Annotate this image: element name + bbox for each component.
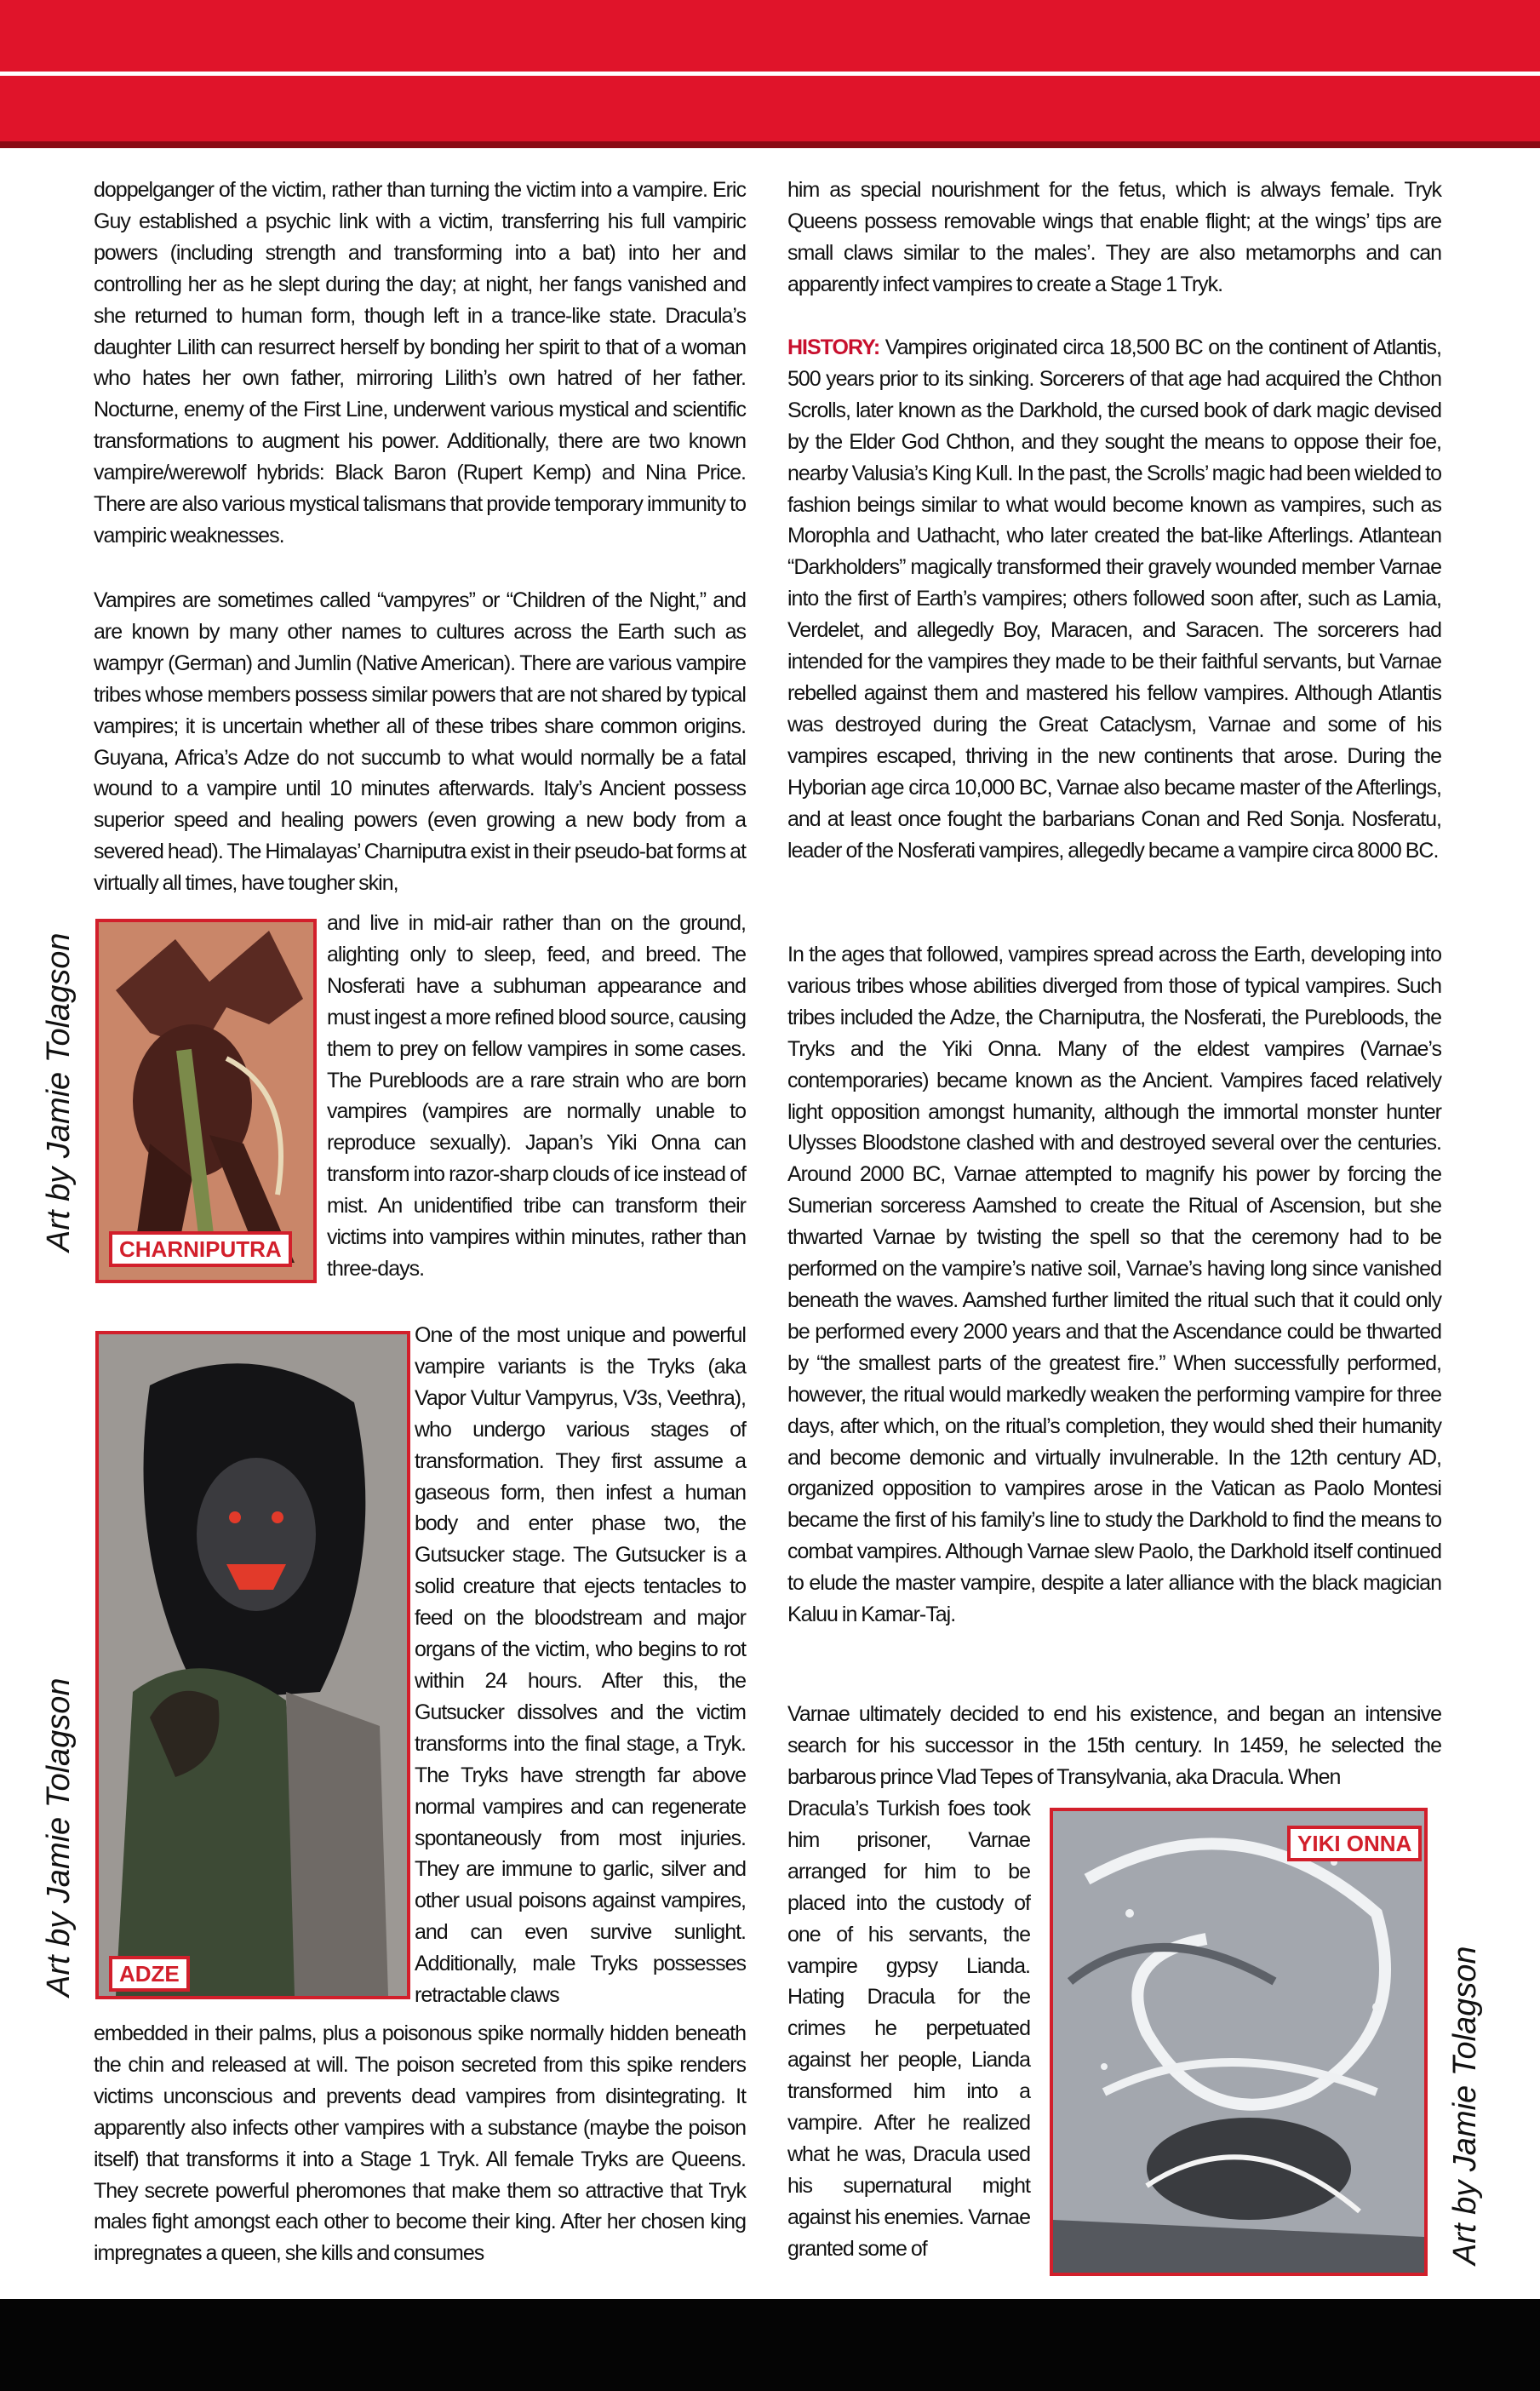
right-paragraph-1: him as special nourishment for the fetus, which is always female. Tryk Queens possess removable wings that enable flight; at the wings’ tips are small claws similar to the males’. They are also metamorphs and can apparently infect vampires to create a Stage 1 Tryk. <box>787 178 1441 296</box>
header-band <box>0 0 1540 141</box>
left-paragraph-3: embedded in their palms, plus a poisonous spike normally hidden beneath the chin and released at will. The poison secreted from this spike renders victims unconscious and prevents dead vampires from disintegrating. It apparently also infects other vampires with a substance (maybe the poison itself) that transforms it into a Stage 1 Tryk. All female Tryks are Queens. They secrete powerful pheromones that make them so attractive that Tryk males fight amongst each other to become their king. After her chosen king impregnates a queen, she kills and consumes <box>94 2021 746 2266</box>
history-label: HISTORY: <box>787 335 880 359</box>
charniputra-illustration <box>95 919 317 1283</box>
right-paragraph-3: In the ages that followed, vampires spread across the Earth, developing into various tribes whose abilities diverged from those of typical vampires. Such tribes included the Adze, the Charniputra, the Nosferati, the Purebloods, the Tryks and the Yiki Onna. Many of the eldest vampires (Varnae’s contemporaries) became known as the Ancient. Vampires faced relatively light opposition amongst humanity, although the immortal monster hunter Ulysses Bloodstone clashed with and destroyed several over the centuries. Around 2000 BC, Varnae attempted to magnify his power by forcing the Sumerian sorceress Aamshed to create the Ritual of Ascension, but she thwarted Varnae by twisting the spell so that the ceremony had to be performed on the vampire’s native soil, Varnae’s having long since vanished beneath the waves. Aamshed further limited the ritual such that it could only be performed every 2000 years and that the Ascendance could be thwarted by “the smallest parts of the greatest fire.” When successfully performed, however, the ritual would markedly weaken the performing vampire for three days, after which, on the ritual’s completion, they would shed their humanity and become demonic and virtually invulnerable. In the 12th century AD, organized opposition to vampires arose in the Vatican as Paolo Montesi became the first of his family’s line to study the Darkhold to find the means to combat vampires. Although Varnae slew Paolo, the Darkhold itself continued to elude the master vampire, despite a later alliance with the black magician Kaluu in Kamar-Taj. <box>787 943 1441 1627</box>
adze-credit: Art by Jamie Tolagson <box>41 1677 77 1997</box>
yiki-onna-credit: Art by Jamie Tolagson <box>1447 1946 1483 2265</box>
charniputra-label: CHARNIPUTRA <box>109 1231 292 1267</box>
yiki-onna-illustration <box>1050 1808 1428 2276</box>
left-paragraph-2: Vampires are sometimes called “vampyres” or “Children of the Night,” and are known by many other names to cultures across the Earth such as wampyr (German) and Jumlin (Native American). There are various vampire tribes whose members possess similar powers that are not shared by typical vampires; it is uncertain whether all of these tribes share common origins. Guyana, Africa’s Adze do not succumb to what would normally be a fatal wound to a vampire until 10 minutes afterwards. Italy’s Ancient possess superior speed and healing powers (even growing a new body from a severed head). The Himalayas’ Charniputra exist in their pseudo-bat forms at virtually all times, have tougher skin, <box>94 588 746 896</box>
history-paragraph <box>787 332 1441 866</box>
charniputra-credit: Art by Jamie Tolagson <box>41 932 77 1252</box>
right-paragraph-4-wrap: Dracula’s Turkish foes took him prisoner, Varnae arranged for him to be placed into the custody of one of his servants, the vampire gypsy Lianda. Hating Dracula for the crimes he perpetuated against her people, Lianda transformed him into a vampire. After he realized what he was, Dracula used his supernatural might against his enemies. Varnae granted some of <box>787 1797 1030 2261</box>
footer-band <box>0 2299 1540 2391</box>
left-paragraph-2-wrap: and live in mid-air rather than on the ground, alighting only to sleep, feed, and breed. The Nosferati have a subhuman appearance and must ingest a more refined blood source, causing them to prey on fellow vampires in some cases. The Purebloods are a rare strain who are born vampires (vampires are normally unable to reproduce sexually). Japan’s Yiki Onna can transform into razor-sharp clouds of ice instead of mist. An unidentified tribe can transform their victims into vampires within minutes, rather than three-days. <box>327 911 746 1281</box>
yiki-onna-label: YIKI ONNA <box>1287 1826 1422 1861</box>
header-shadow <box>0 141 1540 148</box>
header-divider <box>0 72 1540 76</box>
history-text: Vampires originated circa 18,500 BC on the continent of Atlantis, 500 years prior to its sinking. Sorcerers of that age had acquired the Chthon Scrolls, later known as the Darkhold, the cursed book of dark magic devised by the Elder God Chthon, and they sought the means to oppose their foe, nearby Valusia’s King Kull. In the past, the Scrolls’ magic had been wielded to fashion beings similar to what would become known as vampires, such as Morophla and Uathacht, who later created the bat-like Afterlings. Atlantean “Darkholders” magically transformed their gravely wounded member Varnae into the first of Earth’s vampires; others followed soon after, such as Lamia, Verdelet, and allegedly Boy, Maracen, and Saracen. The sorcerers had intended for the vampires they made to be their faithful servants, but Varnae rebelled against them and mastered his fellow vampires. Although Atlantis was destroyed during the Great Cataclysm, Varnae and some of his vampires escaped, thriving in the new continents that arose. During the Hyborian age circa 10,000 BC, Varnae also became master of the Afterlings, and at least once fought the barbarians Conan and Red Sonja. Nosferatu, leader of the Nosferati vampires, allegedly became a vampire circa 8000 BC. <box>787 335 1441 863</box>
right-paragraph-4: Varnae ultimately decided to end his existence, and began an intensive search for his successor in the 15th century. In 1459, he selected the barbarous prince Vlad Tepes of Transylvania, aka Dracula. When <box>787 1702 1441 1789</box>
left-paragraph-3-wrap: One of the most unique and powerful vampire variants is the Tryks (aka Vapor Vultur Vampyrus, V3s, Veethra), who undergo various stages of transformation. They first assume a gaseous form, then infest a human body and enter phase two, the Gutsucker stage. The Gutsucker is a solid creature that ejects tentacles to feed on the bloodstream and major organs of the victim, who begins to rot within 24 hours. After this, the Gutsucker dissolves and the victim transforms into the final stage, a Tryk. The Tryks have strength far above normal vampires and can regenerate spontaneously from most injuries. They are immune to garlic, silver and other usual poisons against vampires, and can even survive sunlight. Additionally, male Tryks possesses retractable claws <box>415 1323 746 2008</box>
adze-illustration <box>95 1331 410 1999</box>
adze-label: ADZE <box>109 1956 190 1992</box>
left-paragraph-1: doppelganger of the victim, rather than turning the victim into a vampire. Eric Guy established a psychic link with a victim, transferring his full vampiric powers (including strength and transforming into a bat) into her and controlling her as he slept during the day; at night, her fangs vanished and she returned to human form, though left in a trance-like state. Dracula’s daughter Lilith can resurrect herself by bonding her spirit to that of a woman who hates her own father, mirroring Lilith’s own hatred of her father. Nocturne, enemy of the First Line, underwent various mystical and scientific transformations to augment his power. Additionally, there are two known vampire/werewolf hybrids: Black Baron (Rupert Kemp) and Nina Price. There are also various mystical talismans that provide temporary immunity to vampiric weaknesses. <box>94 178 746 548</box>
